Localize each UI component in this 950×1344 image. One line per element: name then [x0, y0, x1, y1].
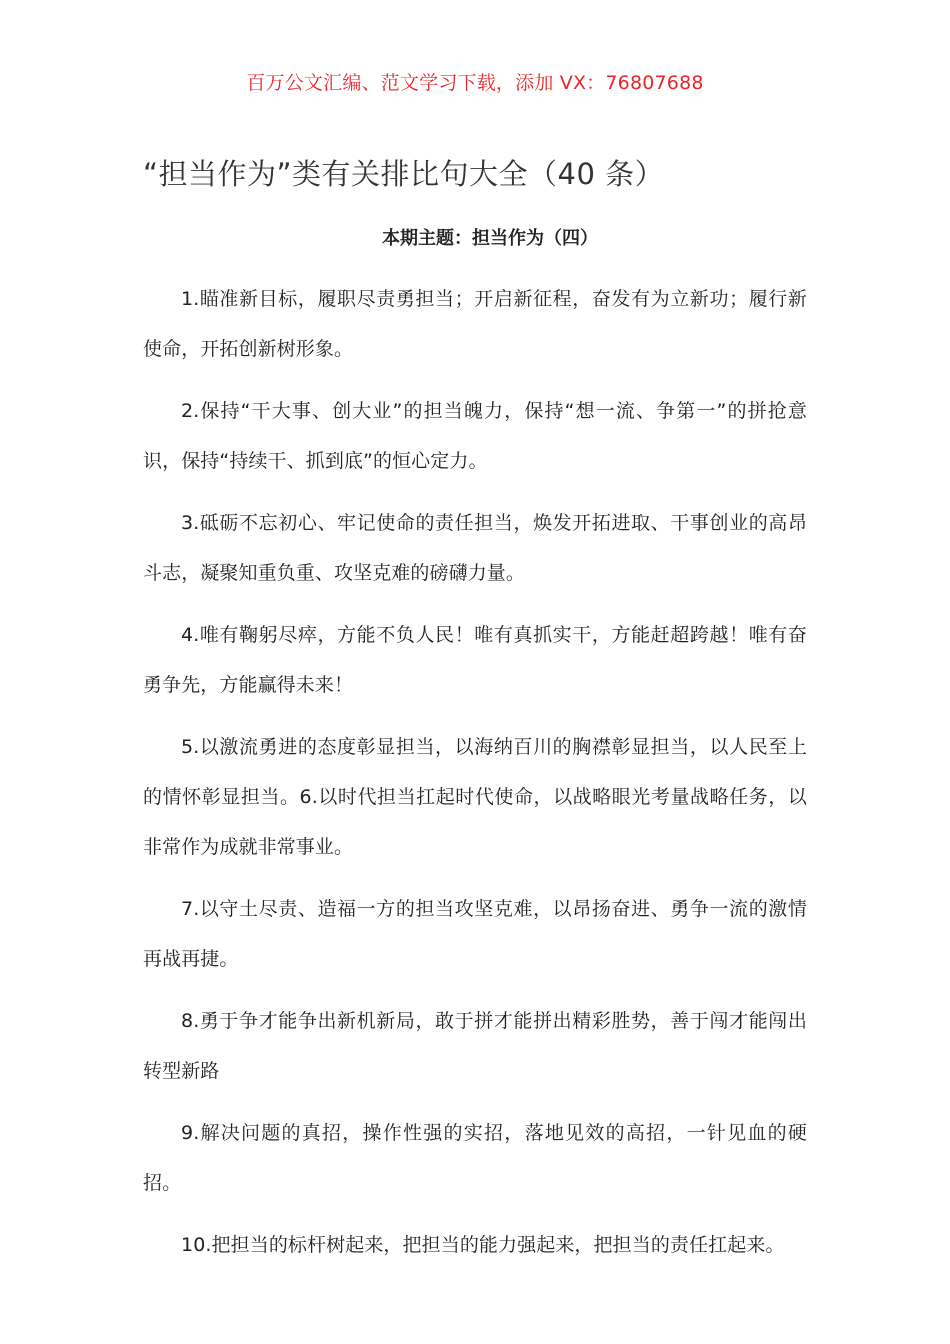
paragraph-4: 4.唯有鞠躬尽瘁，方能不负人民！唯有真抓实干，方能赶超跨越！唯有奋勇争先，方能赢得未来！ [143, 624, 807, 696]
header-banner: 百万公文汇编、范文学习下载，添加 VX：76807688 [246, 72, 704, 94]
document-subtitle: 本期主题：担当作为（四） [382, 228, 598, 249]
paragraph-1: 1.瞄准新目标，履职尽责勇担当；开启新征程，奋发有为立新功；履行新使命，开拓创新树形象。 [143, 288, 807, 360]
paragraph-9: 9.解决问题的真招，操作性强的实招，落地见效的高招，一针见血的硬招。 [143, 1122, 807, 1194]
document-title: “担当作为”类有关排比句大全（40 条） [143, 157, 665, 191]
paragraph-10: 10.把担当的标杆树起来，把担当的能力强起来，把担当的责任扛起来。 [181, 1234, 785, 1256]
paragraph-8: 8.勇于争才能争出新机新局，敢于拼才能拼出精彩胜势，善于闯才能闯出转型新路 [143, 1010, 807, 1082]
document-body [143, 274, 807, 1282]
paragraph-5: 5.以激流勇进的态度彰显担当，以海纳百川的胸襟彰显担当，以人民至上的情怀彰显担当。6.以时代担当扛起时代使命，以战略眼光考量战略任务，以非常作为成就非常事业。 [143, 736, 807, 858]
paragraph-7: 7.以守土尽责、造福一方的担当攻坚克难，以昂扬奋进、勇争一流的激情再战再捷。 [143, 898, 807, 970]
paragraph-3: 3.砥砺不忘初心、牢记使命的责任担当，焕发开拓进取、干事创业的高昂斗志，凝聚知重负重、攻坚克难的磅礴力量。 [143, 512, 807, 584]
paragraph-2: 2.保持“干大事、创大业”的担当魄力，保持“想一流、争第一”的拼抢意识，保持“持续干、抓到底”的恒心定力。 [143, 400, 807, 472]
